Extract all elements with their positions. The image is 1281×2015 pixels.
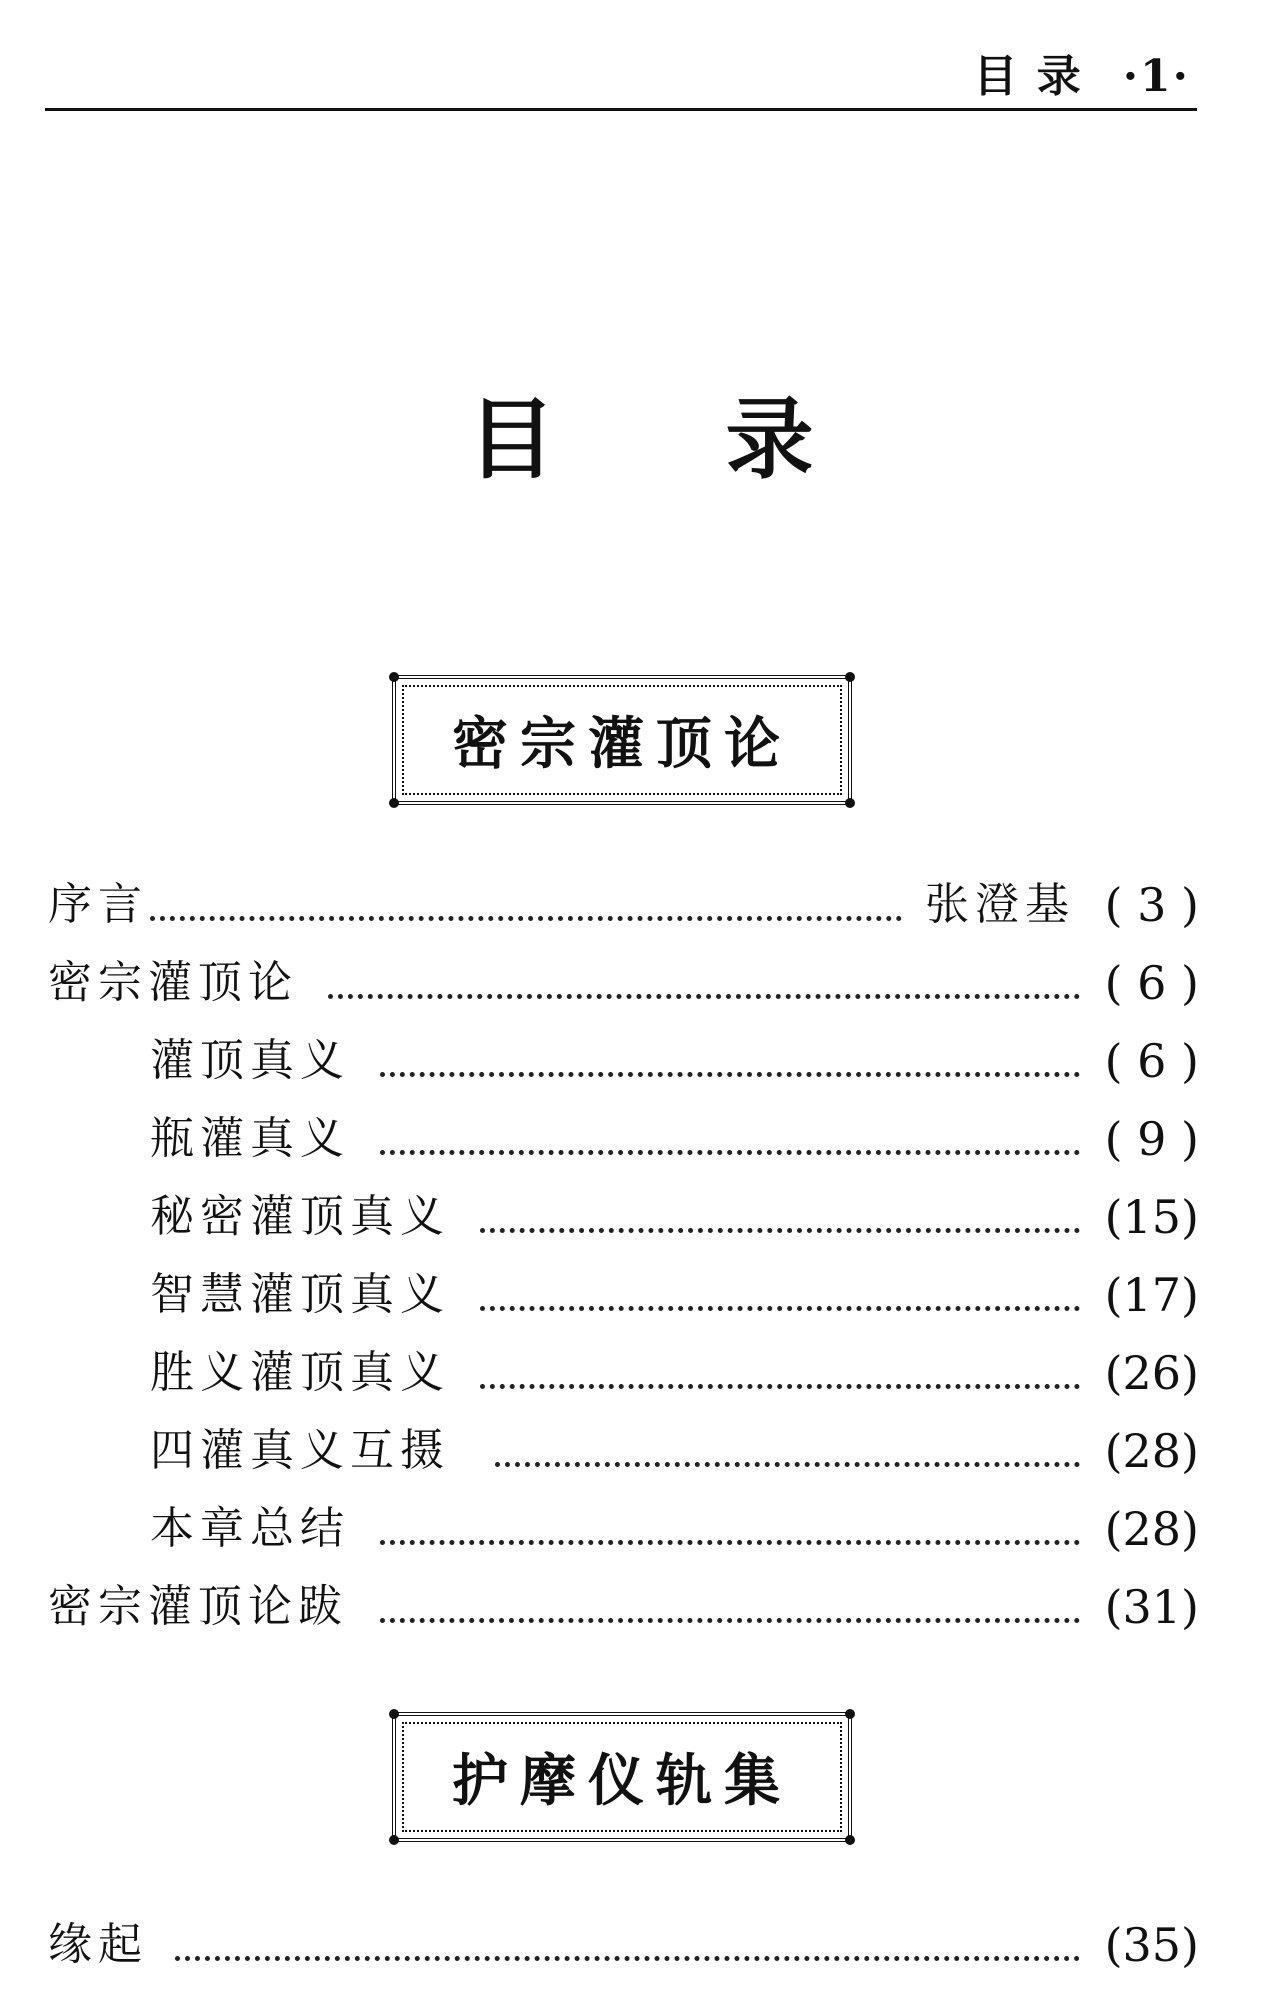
toc-entry-title: 密宗灌顶论 xyxy=(48,957,298,1008)
toc-entry[interactable] xyxy=(0,1104,1281,1174)
toc-entry-page: (31) xyxy=(1104,1580,1199,1634)
toc-entry-page: ( 6 ) xyxy=(1104,956,1199,1010)
page-title-char-2: 录 xyxy=(725,388,814,491)
toc-entry-title: 瓶灌真义 xyxy=(150,1113,350,1164)
toc-entry-page: ( 9 ) xyxy=(1104,1112,1199,1166)
toc-entry-page: (28) xyxy=(1104,1424,1199,1478)
leader-dots xyxy=(150,916,902,921)
leader-dots xyxy=(480,1228,1080,1233)
leader-dots xyxy=(380,1540,1080,1545)
toc-entry-page: (28) xyxy=(1104,1502,1199,1556)
leader-dots xyxy=(328,994,1080,999)
toc-entry-title: 密宗灌顶论跋 xyxy=(48,1581,348,1632)
toc-entry-title: 缘起 xyxy=(48,1919,148,1970)
page-title-char-1: 目 xyxy=(467,388,556,491)
header-rule xyxy=(45,108,1197,111)
toc-entry[interactable] xyxy=(0,1182,1281,1252)
leader-dots xyxy=(175,1956,1080,1961)
leader-dots xyxy=(495,1462,1080,1467)
toc-entry-page: ( 6 ) xyxy=(1104,1034,1199,1088)
toc-entry-title: 秘密灌顶真义 xyxy=(150,1191,450,1242)
toc-entry-author: 张澄基 xyxy=(925,879,1075,930)
toc-entry-title: 四灌真义互摄 xyxy=(150,1425,450,1476)
toc-entry[interactable] xyxy=(0,1260,1281,1330)
toc-entry-title: 本章总结 xyxy=(150,1503,350,1554)
section-heading-2-label: 护摩仪轨集 xyxy=(452,1748,792,1814)
toc-entry[interactable] xyxy=(0,1572,1281,1642)
toc-entry-title: 胜义灌顶真义 xyxy=(150,1347,450,1398)
toc-entry-page: (15) xyxy=(1104,1190,1199,1244)
toc-entry-title: 智慧灌顶真义 xyxy=(150,1269,450,1320)
toc-entry-page: (35) xyxy=(1104,1918,1199,1972)
toc-entry[interactable] xyxy=(0,1416,1281,1486)
toc-entry-title: 序言 xyxy=(48,879,148,930)
section-heading-1-label: 密宗灌顶论 xyxy=(452,711,792,777)
running-header-page: ·1· xyxy=(1122,51,1190,102)
page-title xyxy=(0,370,1281,496)
toc-entry[interactable] xyxy=(0,1026,1281,1096)
toc-entry[interactable] xyxy=(0,948,1281,1018)
leader-dots xyxy=(380,1072,1080,1077)
running-header-title: 目 录 xyxy=(973,51,1083,102)
leader-dots xyxy=(480,1306,1080,1311)
toc-entry-page: ( 3 ) xyxy=(1104,878,1199,932)
section-heading-2 xyxy=(392,1712,852,1842)
toc-entry-page: (17) xyxy=(1104,1268,1199,1322)
leader-dots xyxy=(480,1384,1080,1389)
toc-entry-title: 灌顶真义 xyxy=(150,1035,350,1086)
toc-entry[interactable] xyxy=(0,1910,1281,1980)
toc-entry-page: (26) xyxy=(1104,1346,1199,1400)
toc-entry[interactable] xyxy=(0,1494,1281,1564)
toc-entry[interactable] xyxy=(0,870,1281,940)
leader-dots xyxy=(380,1618,1080,1623)
leader-dots xyxy=(380,1150,1080,1155)
section-heading-1 xyxy=(392,675,852,805)
running-header xyxy=(0,40,1190,104)
toc-entry[interactable] xyxy=(0,1338,1281,1408)
